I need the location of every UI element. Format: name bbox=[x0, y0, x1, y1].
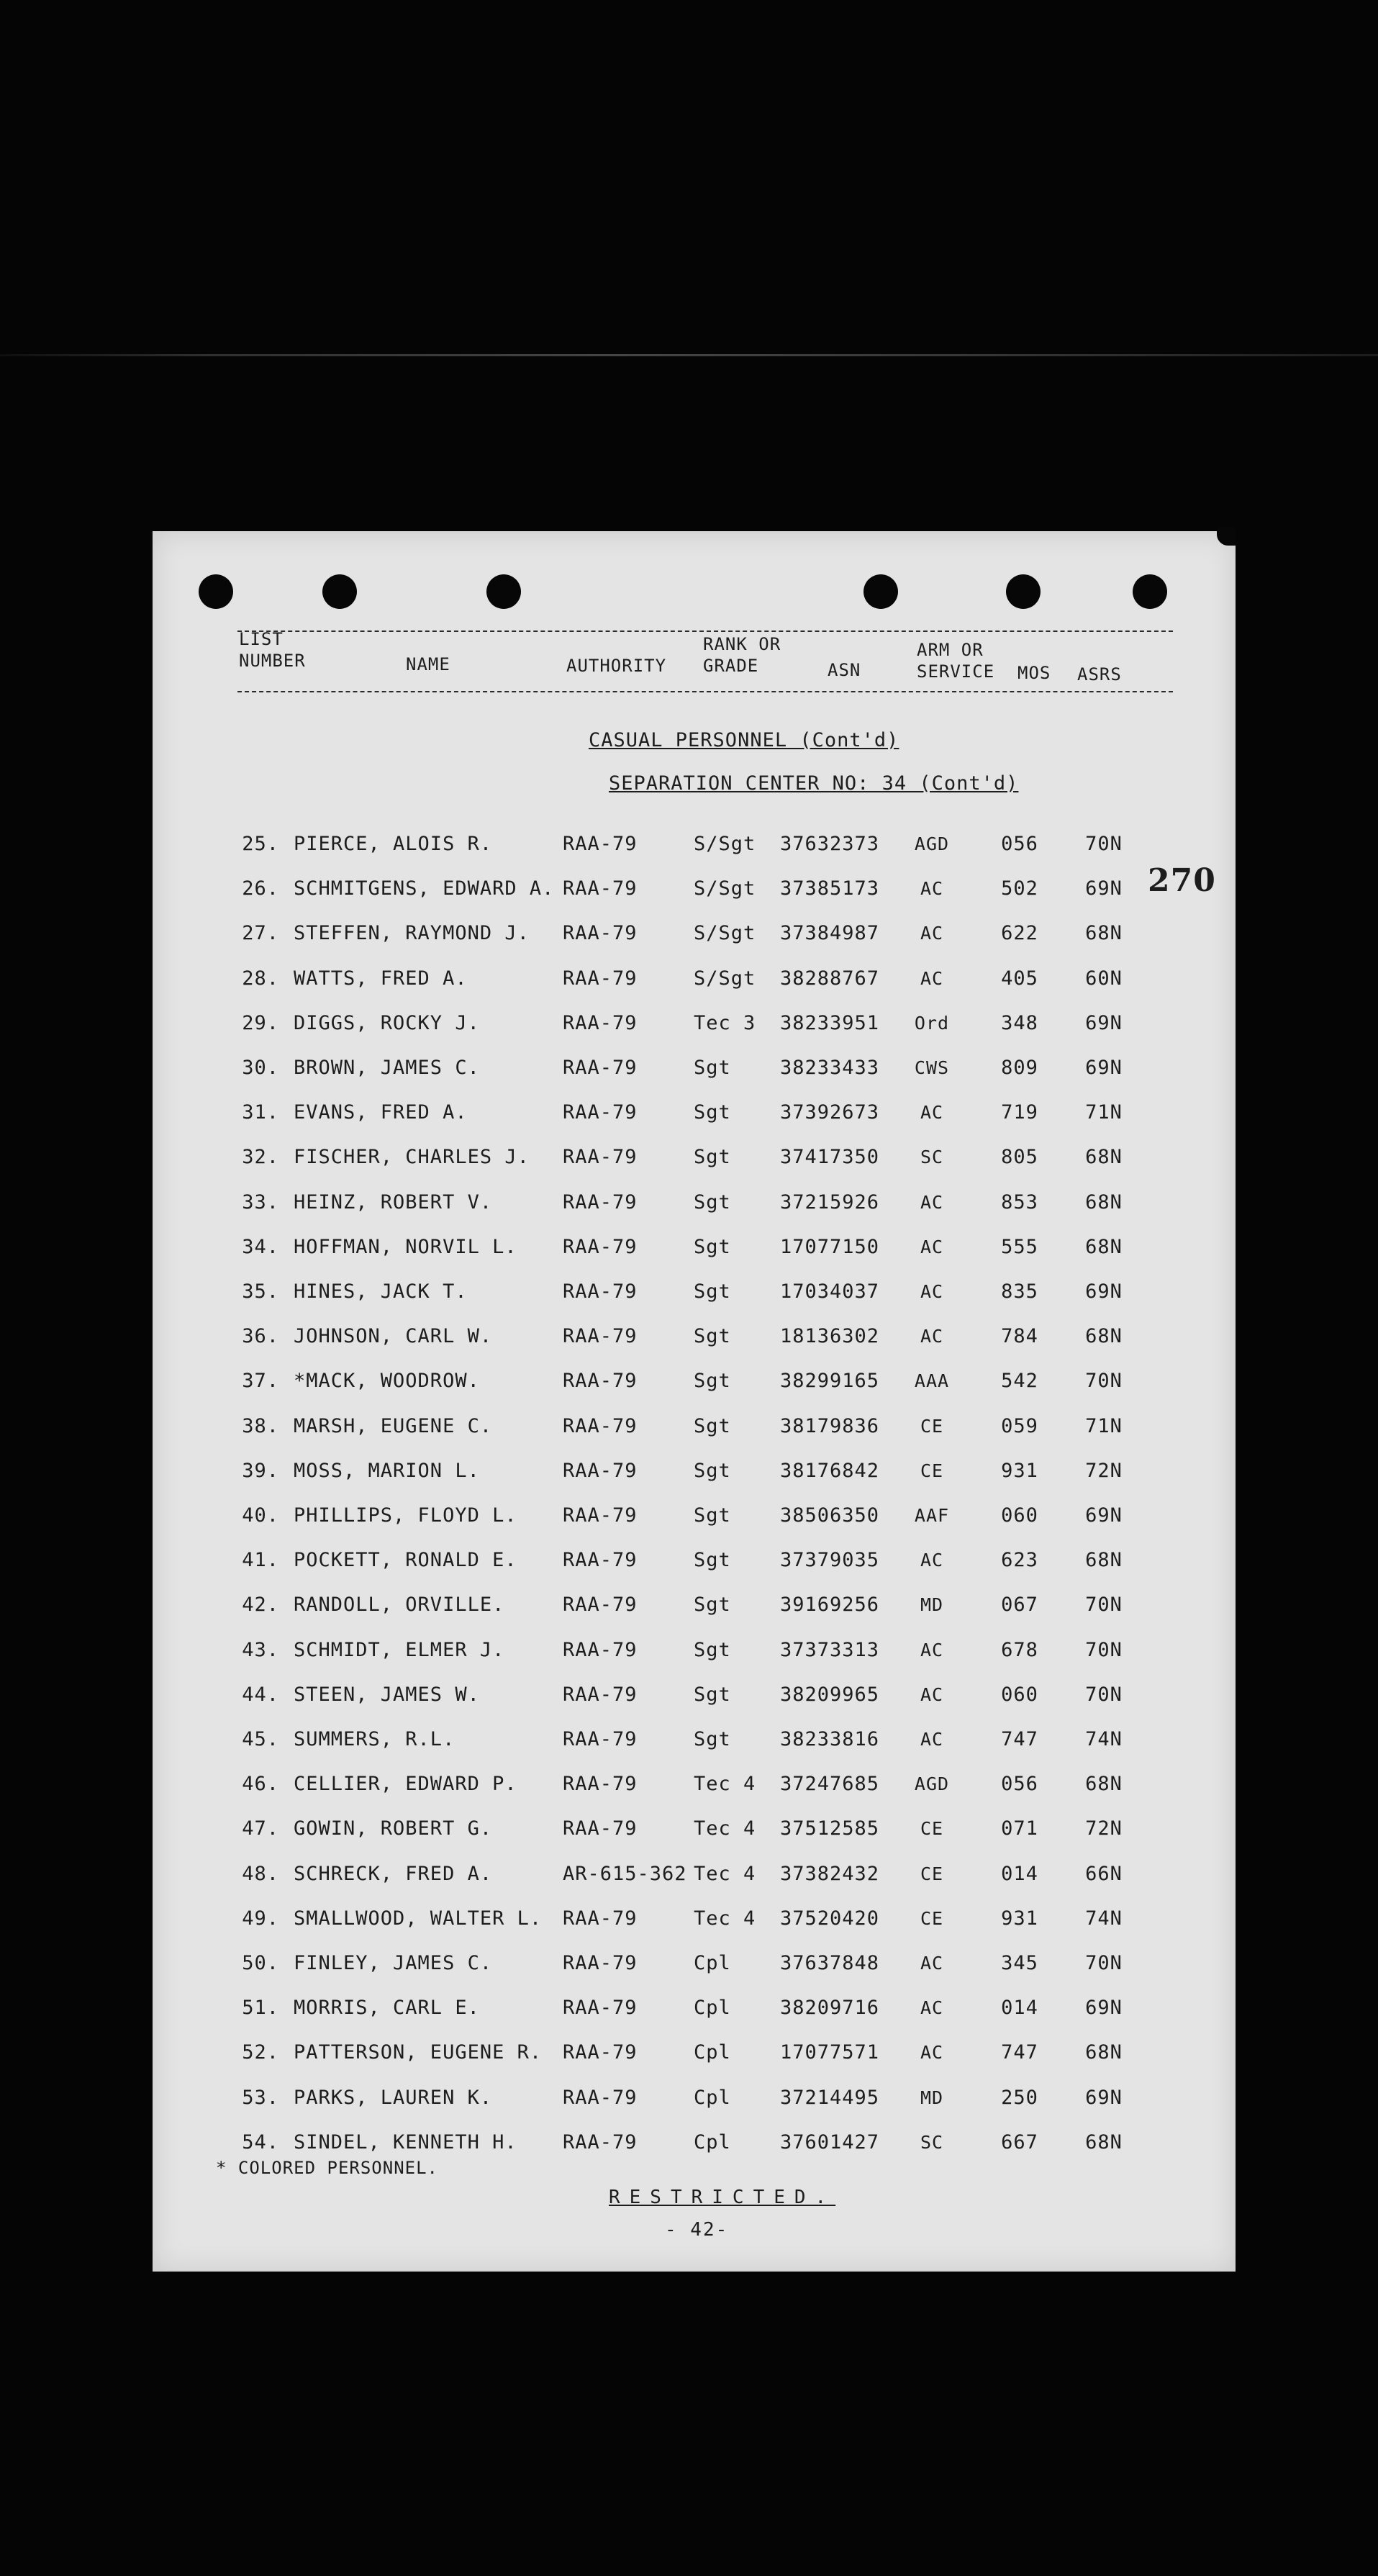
row-rank: S/Sgt bbox=[694, 967, 756, 990]
row-rank: Sgt bbox=[694, 1594, 731, 1617]
row-asn: 38179836 bbox=[780, 1414, 880, 1437]
row-arm-or-service: AC bbox=[920, 1326, 944, 1347]
table-row bbox=[153, 875, 1236, 903]
row-arm-or-service: AC bbox=[920, 923, 944, 944]
scanner-edge-line bbox=[0, 354, 1378, 356]
row-asn: 37520420 bbox=[780, 1907, 880, 1930]
row-asrs: 69N bbox=[1085, 877, 1123, 900]
row-name: SINDEL, KENNETH H. bbox=[294, 2130, 517, 2154]
row-authority: RAA-79 bbox=[563, 1952, 638, 1974]
table-row bbox=[153, 2084, 1236, 2112]
row-rank: Sgt bbox=[694, 1146, 731, 1169]
row-rank: S/Sgt bbox=[694, 877, 756, 900]
row-name: PARKS, LAUREN K. bbox=[294, 2086, 493, 2109]
row-authority: RAA-79 bbox=[563, 1459, 638, 1482]
row-authority: RAA-79 bbox=[563, 1997, 638, 2020]
row-list-number: 41. bbox=[242, 1549, 279, 1572]
row-authority: RAA-79 bbox=[563, 1638, 638, 1661]
row-asn: 37373313 bbox=[780, 1638, 880, 1661]
row-asrs: 70N bbox=[1085, 1370, 1123, 1393]
row-asn: 38288767 bbox=[780, 967, 880, 990]
row-asn: 37392673 bbox=[780, 1101, 880, 1124]
row-mos: 853 bbox=[1001, 1190, 1038, 1214]
row-name: HEINZ, ROBERT V. bbox=[294, 1190, 493, 1214]
row-authority: RAA-79 bbox=[563, 1146, 638, 1169]
row-authority: RAA-79 bbox=[563, 1370, 638, 1393]
row-authority: RAA-79 bbox=[563, 1414, 638, 1437]
row-asrs: 71N bbox=[1085, 1101, 1123, 1124]
table-row bbox=[153, 1143, 1236, 1172]
row-authority: RAA-79 bbox=[563, 1101, 638, 1124]
stamped-page-number: 270 bbox=[1148, 862, 1216, 899]
row-asrs: 70N bbox=[1085, 1952, 1123, 1974]
row-name: PHILLIPS, FLOYD L. bbox=[294, 1504, 517, 1527]
row-asrs: 72N bbox=[1085, 1459, 1123, 1482]
row-rank: Cpl bbox=[694, 2041, 731, 2064]
table-row bbox=[153, 1457, 1236, 1486]
row-list-number: 53. bbox=[242, 2086, 279, 2109]
table-row bbox=[153, 1949, 1236, 1978]
row-asn: 38209965 bbox=[780, 1683, 880, 1706]
row-mos: 809 bbox=[1001, 1057, 1038, 1079]
row-asrs: 68N bbox=[1085, 1146, 1123, 1169]
row-asn: 37385173 bbox=[780, 877, 880, 900]
row-mos: 060 bbox=[1001, 1504, 1038, 1527]
row-arm-or-service: AC bbox=[920, 1102, 944, 1124]
row-asrs: 71N bbox=[1085, 1414, 1123, 1437]
row-mos: 784 bbox=[1001, 1325, 1038, 1348]
header-asn: ASN bbox=[828, 660, 861, 680]
row-authority: RAA-79 bbox=[563, 1504, 638, 1527]
row-asrs: 68N bbox=[1085, 1773, 1123, 1796]
row-name: FISCHER, CHARLES J. bbox=[294, 1146, 530, 1169]
row-asrs: 70N bbox=[1085, 833, 1123, 855]
row-arm-or-service: AC bbox=[920, 1281, 944, 1302]
row-mos: 931 bbox=[1001, 1459, 1038, 1482]
row-mos: 678 bbox=[1001, 1638, 1038, 1661]
row-asrs: 69N bbox=[1085, 1997, 1123, 2020]
row-name: SCHMIDT, ELMER J. bbox=[294, 1638, 505, 1661]
row-list-number: 49. bbox=[242, 1907, 279, 1930]
table-row bbox=[153, 2128, 1236, 2157]
row-asn: 37384987 bbox=[780, 922, 880, 945]
row-asrs: 69N bbox=[1085, 1057, 1123, 1079]
footnote: * COLORED PERSONNEL. bbox=[216, 2158, 438, 2178]
row-rank: Cpl bbox=[694, 1997, 731, 2020]
row-asrs: 70N bbox=[1085, 1638, 1123, 1661]
row-rank: Sgt bbox=[694, 1190, 731, 1214]
row-name: STEFFEN, RAYMOND J. bbox=[294, 922, 530, 945]
row-arm-or-service: CWS bbox=[914, 1057, 950, 1078]
row-list-number: 44. bbox=[242, 1683, 279, 1706]
row-list-number: 40. bbox=[242, 1504, 279, 1527]
table-row bbox=[153, 1054, 1236, 1083]
header-authority: AUTHORITY bbox=[566, 656, 667, 676]
row-name: HINES, JACK T. bbox=[294, 1280, 468, 1303]
row-arm-or-service: AC bbox=[920, 1550, 944, 1571]
row-rank: S/Sgt bbox=[694, 833, 756, 855]
row-asrs: 66N bbox=[1085, 1862, 1123, 1885]
row-rank: Sgt bbox=[694, 1459, 731, 1482]
row-mos: 835 bbox=[1001, 1280, 1038, 1303]
row-asrs: 69N bbox=[1085, 1280, 1123, 1303]
row-asn: 38506350 bbox=[780, 1504, 880, 1527]
row-asrs: 68N bbox=[1085, 1190, 1123, 1214]
table-row bbox=[153, 1278, 1236, 1306]
row-arm-or-service: AC bbox=[920, 878, 944, 900]
row-name: SCHRECK, FRED A. bbox=[294, 1862, 493, 1885]
row-mos: 348 bbox=[1001, 1011, 1038, 1034]
row-authority: RAA-79 bbox=[563, 1057, 638, 1079]
row-list-number: 38. bbox=[242, 1414, 279, 1437]
row-arm-or-service: SC bbox=[920, 1147, 944, 1168]
header-mos: MOS bbox=[1017, 663, 1051, 683]
row-asrs: 68N bbox=[1085, 2130, 1123, 2154]
row-mos: 014 bbox=[1001, 1997, 1038, 2020]
row-asrs: 68N bbox=[1085, 1549, 1123, 1572]
row-name: PATTERSON, EUGENE R. bbox=[294, 2041, 543, 2064]
row-arm-or-service: AC bbox=[920, 1684, 944, 1705]
row-asn: 37214495 bbox=[780, 2086, 880, 2109]
row-list-number: 27. bbox=[242, 922, 279, 945]
row-list-number: 33. bbox=[242, 1190, 279, 1214]
row-list-number: 34. bbox=[242, 1235, 279, 1258]
row-arm-or-service: CE bbox=[920, 1460, 944, 1481]
row-asn: 37637848 bbox=[780, 1952, 880, 1974]
row-mos: 747 bbox=[1001, 2041, 1038, 2064]
row-asn: 38299165 bbox=[780, 1370, 880, 1393]
row-asn: 37247685 bbox=[780, 1773, 880, 1796]
row-arm-or-service: AC bbox=[920, 1236, 944, 1257]
row-list-number: 28. bbox=[242, 967, 279, 990]
row-rank: Sgt bbox=[694, 1370, 731, 1393]
row-rank: Tec 4 bbox=[694, 1907, 756, 1930]
row-name: SCHMITGENS, EDWARD A. bbox=[294, 877, 555, 900]
row-rank: Sgt bbox=[694, 1057, 731, 1079]
row-authority: RAA-79 bbox=[563, 2130, 638, 2154]
table-row bbox=[153, 830, 1236, 859]
table-row bbox=[153, 1501, 1236, 1530]
page-number: - 42- bbox=[665, 2219, 729, 2241]
row-rank: Sgt bbox=[694, 1638, 731, 1661]
row-mos: 667 bbox=[1001, 2130, 1038, 2154]
row-asrs: 69N bbox=[1085, 2086, 1123, 2109]
table-row bbox=[153, 1009, 1236, 1038]
personnel-list bbox=[153, 531, 1236, 2272]
row-list-number: 26. bbox=[242, 877, 279, 900]
restricted-marking: RESTRICTED. bbox=[609, 2187, 836, 2208]
row-rank: Sgt bbox=[694, 1235, 731, 1258]
row-arm-or-service: AC bbox=[920, 967, 944, 989]
row-mos: 805 bbox=[1001, 1146, 1038, 1169]
row-asn: 37632373 bbox=[780, 833, 880, 855]
row-mos: 623 bbox=[1001, 1549, 1038, 1572]
row-mos: 056 bbox=[1001, 1773, 1038, 1796]
row-list-number: 35. bbox=[242, 1280, 279, 1303]
row-mos: 502 bbox=[1001, 877, 1038, 900]
row-authority: RAA-79 bbox=[563, 1549, 638, 1572]
table-row bbox=[153, 1233, 1236, 1262]
row-authority: RAA-79 bbox=[563, 1325, 638, 1348]
row-asn: 37601427 bbox=[780, 2130, 880, 2154]
row-asrs: 74N bbox=[1085, 1907, 1123, 1930]
row-rank: Sgt bbox=[694, 1280, 731, 1303]
row-list-number: 39. bbox=[242, 1459, 279, 1482]
row-list-number: 54. bbox=[242, 2130, 279, 2154]
row-asn: 37417350 bbox=[780, 1146, 880, 1169]
row-mos: 542 bbox=[1001, 1370, 1038, 1393]
row-asn: 18136302 bbox=[780, 1325, 880, 1348]
row-asn: 37512585 bbox=[780, 1817, 880, 1840]
row-arm-or-service: AC bbox=[920, 1191, 944, 1213]
row-authority: RAA-79 bbox=[563, 1683, 638, 1706]
row-mos: 060 bbox=[1001, 1683, 1038, 1706]
row-name: CELLIER, EDWARD P. bbox=[294, 1773, 517, 1796]
row-authority: RAA-79 bbox=[563, 1907, 638, 1930]
row-authority: RAA-79 bbox=[563, 1817, 638, 1840]
row-name: STEEN, JAMES W. bbox=[294, 1683, 480, 1706]
row-asrs: 69N bbox=[1085, 1504, 1123, 1527]
row-authority: AR-615-362 bbox=[563, 1862, 687, 1885]
row-name: POCKETT, RONALD E. bbox=[294, 1549, 517, 1572]
row-authority: RAA-79 bbox=[563, 2041, 638, 2064]
row-asrs: 74N bbox=[1085, 1728, 1123, 1750]
header-rank-or-grade: RANK OR GRADE bbox=[703, 634, 781, 676]
row-asrs: 60N bbox=[1085, 967, 1123, 990]
row-authority: RAA-79 bbox=[563, 1773, 638, 1796]
row-name: MORRIS, CARL E. bbox=[294, 1997, 480, 2020]
row-arm-or-service: AGD bbox=[914, 1773, 950, 1795]
header-list-number: LIST NUMBER bbox=[239, 629, 306, 671]
row-rank: Sgt bbox=[694, 1101, 731, 1124]
row-asn: 38233951 bbox=[780, 1011, 880, 1034]
row-list-number: 46. bbox=[242, 1773, 279, 1796]
row-asrs: 68N bbox=[1085, 2041, 1123, 2064]
row-rank: Tec 4 bbox=[694, 1862, 756, 1885]
row-rank: Tec 3 bbox=[694, 1011, 756, 1034]
row-list-number: 30. bbox=[242, 1057, 279, 1079]
row-asrs: 68N bbox=[1085, 1325, 1123, 1348]
row-mos: 719 bbox=[1001, 1101, 1038, 1124]
row-arm-or-service: AAF bbox=[914, 1505, 950, 1526]
row-arm-or-service: AAA bbox=[914, 1370, 950, 1392]
row-rank: Cpl bbox=[694, 2086, 731, 2109]
table-row bbox=[153, 1546, 1236, 1575]
row-arm-or-service: AC bbox=[920, 1997, 944, 2019]
row-mos: 555 bbox=[1001, 1235, 1038, 1258]
row-asrs: 72N bbox=[1085, 1817, 1123, 1840]
row-asn: 37215926 bbox=[780, 1190, 880, 1214]
row-authority: RAA-79 bbox=[563, 922, 638, 945]
row-asn: 17077150 bbox=[780, 1235, 880, 1258]
row-name: JOHNSON, CARL W. bbox=[294, 1325, 493, 1348]
row-asrs: 70N bbox=[1085, 1683, 1123, 1706]
row-list-number: 48. bbox=[242, 1862, 279, 1885]
row-mos: 747 bbox=[1001, 1728, 1038, 1750]
row-authority: RAA-79 bbox=[563, 967, 638, 990]
row-asrs: 68N bbox=[1085, 1235, 1123, 1258]
row-rank: Sgt bbox=[694, 1728, 731, 1750]
row-asn: 17034037 bbox=[780, 1280, 880, 1303]
table-row bbox=[153, 1412, 1236, 1441]
row-mos: 059 bbox=[1001, 1414, 1038, 1437]
row-rank: Cpl bbox=[694, 1952, 731, 1974]
row-name: GOWIN, ROBERT G. bbox=[294, 1817, 493, 1840]
row-rank: S/Sgt bbox=[694, 922, 756, 945]
header-name: NAME bbox=[406, 654, 450, 674]
row-arm-or-service: AC bbox=[920, 1953, 944, 1974]
row-authority: RAA-79 bbox=[563, 1235, 638, 1258]
table-row bbox=[153, 1322, 1236, 1351]
row-asrs: 70N bbox=[1085, 1594, 1123, 1617]
table-row bbox=[153, 1770, 1236, 1799]
row-asn: 38233816 bbox=[780, 1728, 880, 1750]
row-mos: 931 bbox=[1001, 1907, 1038, 1930]
row-arm-or-service: MD bbox=[920, 2087, 944, 2108]
row-arm-or-service: CE bbox=[920, 1863, 944, 1884]
row-arm-or-service: AGD bbox=[914, 833, 950, 854]
table-row bbox=[153, 1994, 1236, 2023]
row-list-number: 32. bbox=[242, 1146, 279, 1169]
table-row bbox=[153, 1904, 1236, 1933]
row-name: MARSH, EUGENE C. bbox=[294, 1414, 493, 1437]
table-row bbox=[153, 1815, 1236, 1843]
row-arm-or-service: SC bbox=[920, 2131, 944, 2153]
row-arm-or-service: MD bbox=[920, 1594, 944, 1616]
header-asrs: ASRS bbox=[1077, 664, 1122, 684]
row-mos: 067 bbox=[1001, 1594, 1038, 1617]
row-arm-or-service: CE bbox=[920, 1415, 944, 1437]
table-row bbox=[153, 1367, 1236, 1396]
row-authority: RAA-79 bbox=[563, 1011, 638, 1034]
row-list-number: 29. bbox=[242, 1011, 279, 1034]
table-row bbox=[153, 2038, 1236, 2067]
row-mos: 622 bbox=[1001, 922, 1038, 945]
table-row bbox=[153, 964, 1236, 993]
row-mos: 071 bbox=[1001, 1817, 1038, 1840]
table-row bbox=[153, 1681, 1236, 1709]
document-page bbox=[153, 531, 1236, 2272]
table-row bbox=[153, 1725, 1236, 1754]
row-list-number: 42. bbox=[242, 1594, 279, 1617]
row-name: WATTS, FRED A. bbox=[294, 967, 468, 990]
table-row bbox=[153, 1636, 1236, 1665]
table-row bbox=[153, 919, 1236, 948]
row-name: FINLEY, JAMES C. bbox=[294, 1952, 493, 1974]
row-rank: Cpl bbox=[694, 2130, 731, 2154]
row-list-number: 45. bbox=[242, 1728, 279, 1750]
row-authority: RAA-79 bbox=[563, 833, 638, 855]
table-row bbox=[153, 1860, 1236, 1889]
row-name: MOSS, MARION L. bbox=[294, 1459, 480, 1482]
row-arm-or-service: AC bbox=[920, 2042, 944, 2064]
row-mos: 014 bbox=[1001, 1862, 1038, 1885]
row-list-number: 31. bbox=[242, 1101, 279, 1124]
row-arm-or-service: CE bbox=[920, 1818, 944, 1840]
header-arm-or-service: ARM OR SERVICE bbox=[917, 640, 995, 682]
row-asn: 17077571 bbox=[780, 2041, 880, 2064]
row-list-number: 25. bbox=[242, 833, 279, 855]
row-authority: RAA-79 bbox=[563, 1594, 638, 1617]
section-title: CASUAL PERSONNEL (Cont'd) bbox=[589, 729, 899, 751]
row-list-number: 36. bbox=[242, 1325, 279, 1348]
table-row bbox=[153, 1591, 1236, 1619]
row-name: EVANS, FRED A. bbox=[294, 1101, 468, 1124]
row-list-number: 51. bbox=[242, 1997, 279, 2020]
row-list-number: 50. bbox=[242, 1952, 279, 1974]
row-arm-or-service: CE bbox=[920, 1907, 944, 1929]
row-rank: Sgt bbox=[694, 1414, 731, 1437]
row-asn: 38209716 bbox=[780, 1997, 880, 2020]
row-name: DIGGS, ROCKY J. bbox=[294, 1011, 480, 1034]
row-asn: 37379035 bbox=[780, 1549, 880, 1572]
row-name: SUMMERS, R.L. bbox=[294, 1728, 455, 1750]
table-row bbox=[153, 1188, 1236, 1217]
row-asn: 38233433 bbox=[780, 1057, 880, 1079]
row-asrs: 68N bbox=[1085, 922, 1123, 945]
row-arm-or-service: Ord bbox=[914, 1012, 950, 1034]
row-list-number: 43. bbox=[242, 1638, 279, 1661]
row-arm-or-service: AC bbox=[920, 1729, 944, 1750]
row-mos: 405 bbox=[1001, 967, 1038, 990]
row-mos: 345 bbox=[1001, 1952, 1038, 1974]
row-asrs: 69N bbox=[1085, 1011, 1123, 1034]
section-subtitle: SEPARATION CENTER NO: 34 (Cont'd) bbox=[609, 772, 1019, 795]
row-mos: 250 bbox=[1001, 2086, 1038, 2109]
row-name: SMALLWOOD, WALTER L. bbox=[294, 1907, 543, 1930]
row-asn: 37382432 bbox=[780, 1862, 880, 1885]
row-rank: Sgt bbox=[694, 1504, 731, 1527]
row-authority: RAA-79 bbox=[563, 1728, 638, 1750]
row-name: *MACK, WOODROW. bbox=[294, 1370, 480, 1393]
row-list-number: 37. bbox=[242, 1370, 279, 1393]
row-rank: Sgt bbox=[694, 1325, 731, 1348]
row-mos: 056 bbox=[1001, 833, 1038, 855]
row-authority: RAA-79 bbox=[563, 1280, 638, 1303]
row-name: RANDOLL, ORVILLE. bbox=[294, 1594, 505, 1617]
row-rank: Tec 4 bbox=[694, 1773, 756, 1796]
row-authority: RAA-79 bbox=[563, 877, 638, 900]
row-name: BROWN, JAMES C. bbox=[294, 1057, 480, 1079]
row-list-number: 47. bbox=[242, 1817, 279, 1840]
row-asn: 39169256 bbox=[780, 1594, 880, 1617]
table-row bbox=[153, 1098, 1236, 1127]
row-name: HOFFMAN, NORVIL L. bbox=[294, 1235, 517, 1258]
row-asn: 38176842 bbox=[780, 1459, 880, 1482]
row-rank: Sgt bbox=[694, 1549, 731, 1572]
row-rank: Sgt bbox=[694, 1683, 731, 1706]
row-rank: Tec 4 bbox=[694, 1817, 756, 1840]
row-authority: RAA-79 bbox=[563, 2086, 638, 2109]
row-arm-or-service: AC bbox=[920, 1639, 944, 1660]
row-list-number: 52. bbox=[242, 2041, 279, 2064]
row-name: PIERCE, ALOIS R. bbox=[294, 833, 493, 855]
row-authority: RAA-79 bbox=[563, 1190, 638, 1214]
